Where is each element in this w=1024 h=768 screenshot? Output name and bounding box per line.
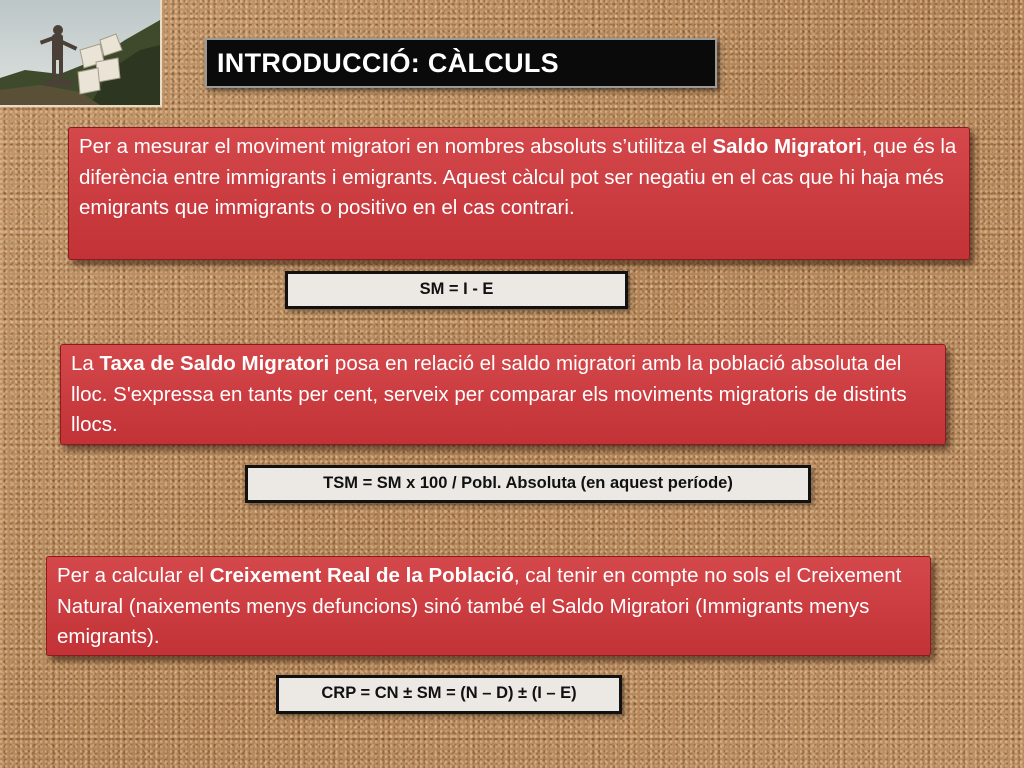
text-segment: Per a mesurar el moviment migratori en nombres absoluts s’utilitza el: [79, 135, 713, 158]
bold-term: Taxa de Saldo Migratori: [99, 352, 330, 375]
creixement-real-text-box: [46, 556, 931, 656]
formula-text: SM = I - E: [419, 280, 494, 298]
formula-sm: [285, 271, 628, 309]
bold-term: Saldo Migratori: [712, 135, 862, 158]
text-segment: , que és la diferència entre immigrants i emigrants. Aquest càlcul pot ser negatiu en el cas que hi haja més emigrants que immigrants o positivo en el cas contrari.: [79, 135, 957, 219]
formula-text: CRP = CN ± SM = (N – D) ± (I – E): [321, 684, 577, 702]
page-title: INTRODUCCIÓ: CÀLCULS: [217, 48, 559, 78]
saldo-migratori-text-box: [68, 127, 970, 260]
taxa-saldo-migratori-text-box: [60, 344, 946, 445]
formula-text: TSM = SM x 100 / Pobl. Absoluta (en aquest període): [323, 474, 733, 492]
formula-tsm: [245, 465, 811, 503]
text-segment: , cal tenir en compte no sols el Creixement Natural (naixements menys defuncions) sinó també el Saldo Migratori (Immigrants menys emigrants).: [57, 564, 902, 648]
text-segment: Per a calcular el: [57, 564, 210, 587]
formula-crp: [276, 675, 622, 714]
title-banner: [205, 38, 717, 88]
text-segment: La: [71, 352, 100, 375]
statue-photo: [0, 0, 162, 107]
text-segment: posa en relació el saldo migratori amb la població absoluta del lloc. S'expressa en tants per cent, serveix per comparar els moviments migratoris de distints llocs.: [71, 352, 907, 436]
bold-term: Creixement Real de la Població: [209, 564, 514, 587]
